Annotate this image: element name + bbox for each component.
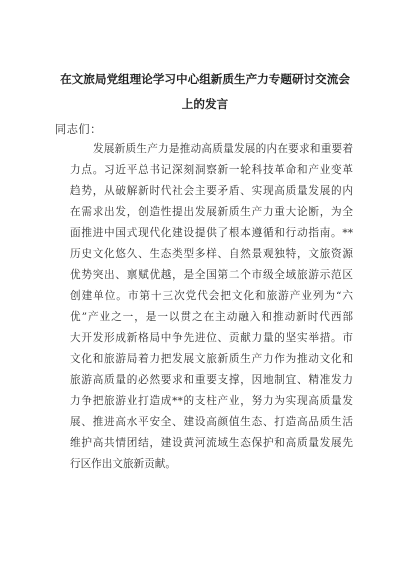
body-line: 在需求出发，创造性提出发展新质生产力重大论断，为全	[70, 206, 353, 218]
body-line: 旅游高质量的必然要求和重要支撑，因地制宜、精准发力	[70, 374, 353, 386]
body-line: 力争把旅游业打造成**的支柱产业，努力为实现高质量发	[70, 395, 353, 407]
body-line: 大开发形成新格局中争先进位、贡献力量的坚实举措。市	[70, 332, 353, 344]
body-line: 文化和旅游局着力把发展文旅新质生产力作为推动文化和	[70, 353, 353, 365]
body-line: 发展新质生产力是推动高质量发展的内在要求和重要着	[93, 143, 353, 155]
body-line: 行区作出文旅新贡献。	[70, 458, 176, 470]
body-line: 维护高共情团结，建设黄河流域生态保护和高质量发展先	[70, 437, 353, 449]
body-line: 力点。习近平总书记深刻洞察新一轮科技革命和产业变革	[70, 164, 353, 176]
body-line: 面推进中国式现代化建设提供了根本遵循和行动指南。**	[70, 227, 353, 239]
body-line: 历史文化悠久、生态类型多样、自然景观独特，文旅资源	[70, 248, 353, 260]
salutation: 同志们：	[55, 123, 102, 136]
document-title-line-2: 上的发言	[181, 97, 229, 111]
body-line: 趋势，从破解新时代社会主要矛盾、实现高质量发展的内	[70, 185, 353, 197]
body-line: 优势突出、禀赋优越，是全国第二个市级全域旅游示范区	[70, 269, 353, 281]
body-line: 展、推进高水平安全、建设高颜值生态、打造高品质生活	[70, 416, 353, 428]
body-line: 创建单位。市第十三次党代会把文化和旅游产业列为“六	[70, 290, 353, 302]
body-line: 优”产业之一，是一以贯之在主动融入和推动新时代西部	[70, 311, 353, 323]
document-title-line-1: 在文旅局党组理论学习中心组新质生产力专题研讨交流会	[60, 72, 350, 86]
